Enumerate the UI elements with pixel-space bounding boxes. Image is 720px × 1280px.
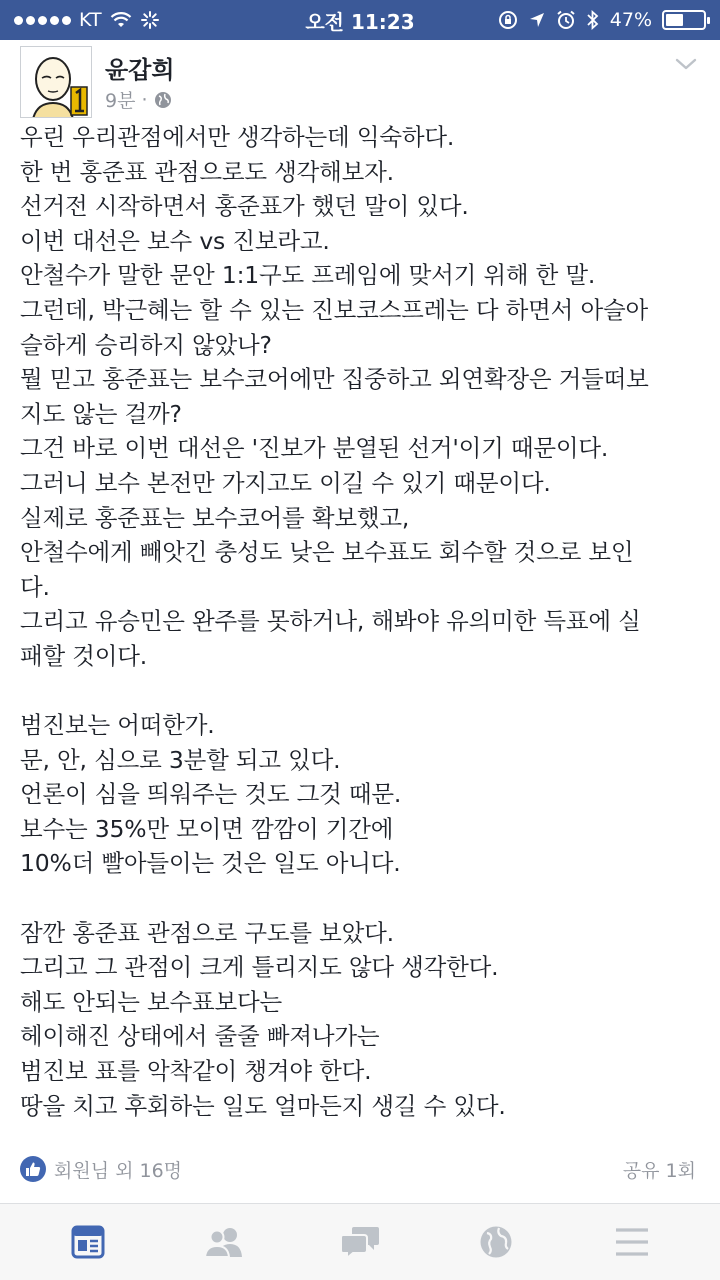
friends-icon [204,1225,244,1259]
post-text-line: 그리고 유승민은 완주를 못하거나, 해봐야 유의미한 득표에 실 [20,607,641,636]
post-text-line: 범진보 표를 악착같이 챙겨야 한다. [20,1057,372,1086]
post-text-line: 문, 안, 심으로 3분할 되고 있다. [20,745,341,774]
meta-separator: · [141,88,148,111]
hamburger-icon [615,1227,649,1257]
tab-friends[interactable] [194,1212,254,1272]
loading-spinner-icon [140,10,160,30]
post-text-line: 슬하게 승리하지 않았나? [20,330,272,359]
post-text-line: 그건 바로 이번 대선은 '진보가 분열된 선거'이기 때문이다. [20,434,609,463]
post-text-line: 지도 않는 걸까? [20,399,182,428]
profile-picture-icon [21,47,92,118]
post-text-line: 이번 대선은 보수 vs 진보라고. [20,226,330,255]
post-header [0,40,720,120]
post-text-line: 실제로 홍준표는 보수코어를 확보했고, [20,503,410,532]
globe-icon [479,1225,513,1259]
post-text-line: 헤이해진 상태에서 줄줄 빠져나가는 [20,1022,380,1051]
carrier-group [14,0,160,40]
post-text-line: 패할 것이다. [20,641,148,670]
tab-news-feed[interactable] [58,1212,118,1272]
post-text [20,120,706,1123]
public-globe-icon [154,91,172,109]
post-text-line: 언론이 심을 띄워주는 것도 그것 때문. [20,780,402,809]
tab-notifications[interactable] [466,1212,526,1272]
post-text-line: 한 번 홍준표 관점으로도 생각해보자. [20,157,394,186]
signal-strength-icon [14,16,71,25]
reactions-summary[interactable] [20,1152,182,1186]
tab-bar [0,1203,720,1280]
news-feed-icon [71,1225,105,1259]
status-bar [0,0,720,40]
post-text-line: 뭘 믿고 홍준표는 보수코어에만 집중하고 외연확장은 거들떠보 [20,365,649,394]
battery-level [666,14,683,26]
post-meta [105,86,172,113]
reactions-label: 회원님 외 16명 [54,1159,183,1182]
chat-icon [340,1225,380,1259]
post-text-line: 범진보는 어떠한가. [20,711,215,740]
post-text-line: 해도 안되는 보수표보다는 [20,987,283,1016]
post-text-line: 잠깐 홍준표 관점으로 구도를 보았다. [20,918,394,947]
post-text-line: 그런데, 박근혜는 할 수 있는 진보코스프레는 다 하면서 아슬아 [20,295,648,324]
alarm-icon [556,10,576,30]
tab-messages[interactable] [330,1212,390,1272]
post-time[interactable]: 9분 [105,90,136,112]
battery-percent: 47% [609,9,652,31]
post-text-line: 안철수에게 빼앗긴 충성도 낮은 보수표도 회수할 것으로 보인 [20,538,634,567]
post-text-line: 우린 우리관점에서만 생각하는데 익숙하다. [20,123,455,151]
post-text-line: 안철수가 말한 문안 1:1구도 프레임에 맞서기 위해 한 말. [20,261,596,290]
post-text-line: 땅을 치고 후회하는 일도 얼마든지 생길 수 있다. [20,1091,506,1120]
blank-line [20,674,706,709]
carrier-label: KT [79,9,102,31]
clock: 오전 11:23 [305,9,415,34]
wifi-icon [110,11,132,29]
post-text-line: 보수는 35%만 모이면 깜깜이 기간에 [20,814,394,843]
post-text-line: 선거전 시작하면서 홍준표가 했던 말이 있다. [20,192,469,221]
blank-line [20,881,706,916]
bluetooth-icon [586,10,600,30]
chevron-down-icon[interactable] [674,52,698,76]
system-indicators [498,0,706,40]
post-text-line: 그러니 보수 본전만 가지고도 이길 수 있기 때문이다. [20,468,551,497]
avatar[interactable] [20,46,92,118]
share-count[interactable]: 공유 1회 [622,1159,696,1182]
like-icon [20,1156,46,1182]
author-name[interactable]: 윤갑희 [105,56,175,84]
battery-icon [662,10,706,30]
post-text-line: 10%더 빨아들이는 것은 일도 아니다. [20,849,401,878]
location-icon [528,11,546,29]
post-text-line: 그리고 그 관점이 크게 틀리지도 않다 생각한다. [20,953,499,982]
post-text-line: 다. [20,572,50,601]
orientation-lock-icon [498,10,518,30]
tab-menu[interactable] [602,1212,662,1272]
